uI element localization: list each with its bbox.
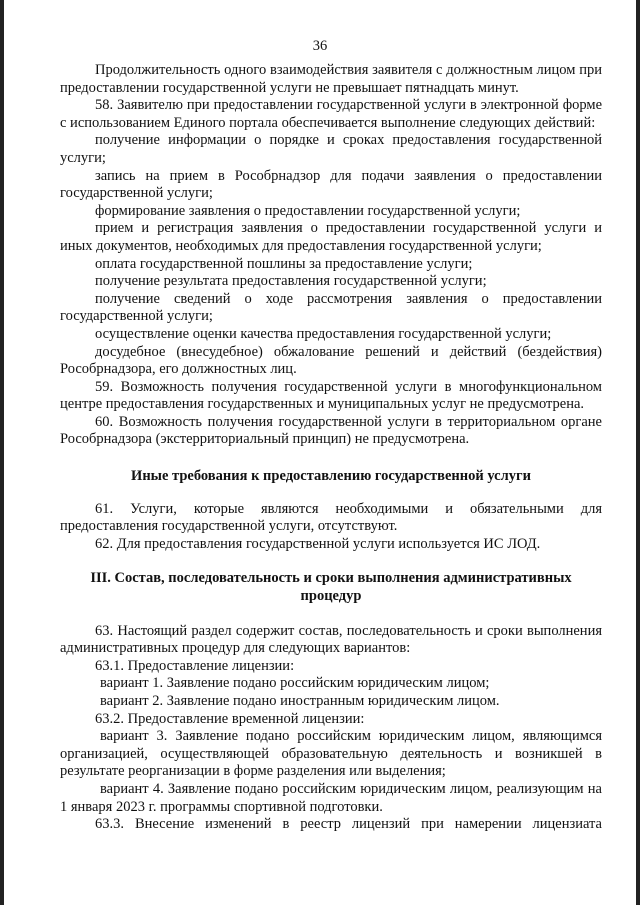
document-body: [60, 62, 602, 834]
paragraph-63-3: 63.3. Внесение изменений в реестр лицензий при намерении лицензиата: [95, 816, 602, 833]
paragraph-60: 60. Возможность получения государственной услуги в территориальном органе Рособрнадзора (экстерриториальный принцип) не предусмотрена.: [60, 413, 602, 448]
list-item: прием и регистрация заявления о предоставлении государственной услуги и иных документов, необходимых для предоставления государственной услуги;: [60, 220, 602, 254]
paragraph-61: 61. Услуги, которые являются необходимыми и обязательными для предоставления государственной услуги, отсутствуют.: [60, 500, 602, 535]
list-item: досудебное (внесудебное) обжалование решений и действий (бездействия) Рособрнадзора, его должностных лиц.: [60, 343, 602, 378]
paragraph-63-1: 63.1. Предоставление лицензии:: [95, 657, 295, 674]
scan-edge-right: [636, 0, 640, 905]
variant-item: вариант 1. Заявление подано российским юридическим лицом;: [100, 675, 490, 692]
section-heading-iii: III. Состав, последовательность и сроки выполнения административных процедур: [90, 570, 572, 605]
paragraph-62: 62. Для предоставления государственной услуги используется ИС ЛОД.: [95, 535, 541, 552]
list-item: оплата государственной пошлины за предоставление услуги;: [95, 255, 473, 272]
list-item: получение информации о порядке и сроках предоставления государственной услуги;: [60, 132, 602, 166]
variant-item: вариант 4. Заявление подано российским юридическим лицом, реализующим на 1 января 2023 г. программы спортивной подготовки.: [60, 780, 602, 815]
list-item: формирование заявления о предоставлении государственной услуги;: [95, 202, 521, 219]
list-item: запись на прием в Рособрнадзор для подачи заявления о предоставлении государственной услуги;: [60, 167, 602, 202]
paragraph-63-2: 63.2. Предоставление временной лицензии:: [95, 710, 365, 727]
heading-other-requirements: Иные требования к предоставлению государственной услуги: [131, 468, 531, 485]
list-item: получение результата предоставления государственной услуги;: [95, 273, 487, 290]
variant-item: вариант 3. Заявление подано российским юридическим лицом, являющимся организацией, осуществляющей образовательную деятельность и возникшей в результате реорганизации в форме разделения или выделения;: [60, 728, 602, 780]
paragraph-58: 58. Заявителю при предоставлении государственной услуги в электронной форме с использованием Единого портала обеспечивается выполнение следующих действий:: [60, 97, 602, 131]
paragraph-59: 59. Возможность получения государственной услуги в многофункциональном центре предоставления государственных и муниципальных услуг не предусмотрена.: [60, 378, 602, 413]
paragraph-63: 63. Настоящий раздел содержит состав, последовательность и сроки выполнения административных процедур для следующих вариантов:: [60, 622, 602, 657]
list-item: получение сведений о ходе рассмотрения заявления о предоставлении государственной услуги;: [60, 290, 602, 325]
scan-edge-left: [0, 0, 4, 905]
paragraph-duration: Продолжительность одного взаимодействия заявителя с должностным лицом при предоставлении государственной услуги не превышает пятнадцать минут.: [60, 62, 602, 96]
page-number: 36: [312, 38, 328, 54]
variant-item: вариант 2. Заявление подано иностранным юридическим лицом.: [100, 693, 500, 709]
list-item: осуществление оценки качества предоставления государственной услуги;: [95, 325, 552, 342]
